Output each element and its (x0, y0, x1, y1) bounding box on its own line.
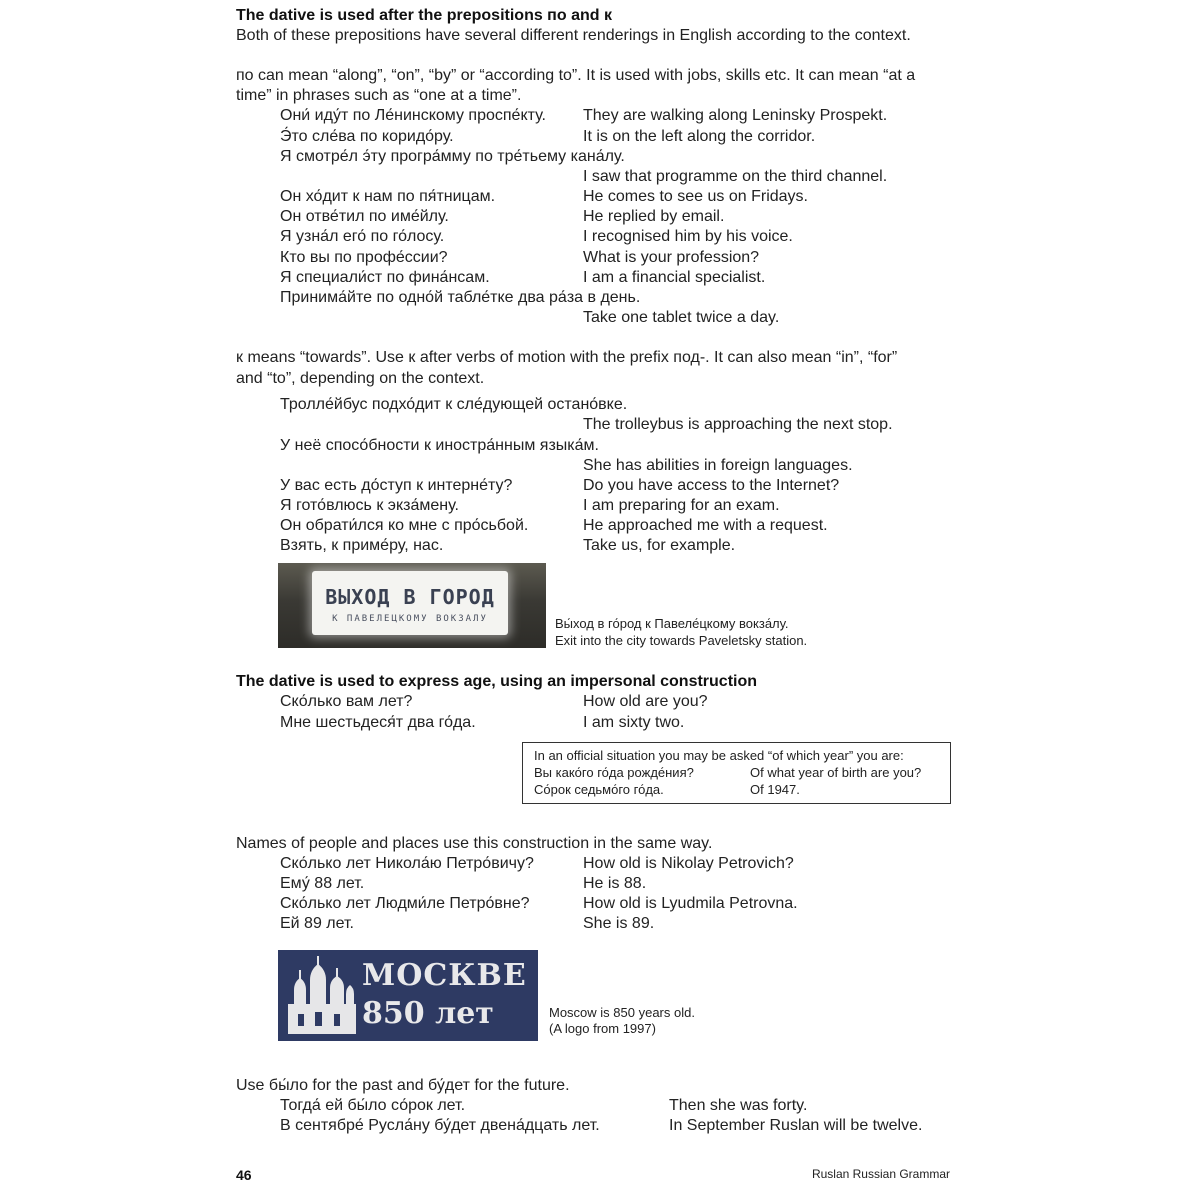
tense-example-ru: В сентябре́ Русла́ну бу́дет двена́дцать лет. (280, 1117, 600, 1134)
names-example-en: He is 88. (583, 875, 647, 892)
info-box-intro: In an official situation you may be asked “of which year” you are: (534, 748, 904, 763)
k-example-en: Do you have access to the Internet? (583, 477, 840, 494)
age-example-ru: Ско́лько вам лет? (280, 693, 413, 710)
sign-plate (312, 571, 508, 635)
sign-text-line-1: ВЫХОД В ГОРОД (325, 585, 495, 609)
k-example-en: The trolleybus is approaching the next stop. (583, 416, 893, 433)
k-note-line-2: and “to”, depending on the context. (236, 370, 485, 387)
sign-text-line-2: К ПАВЕЛЕЦКОМУ ВОКЗАЛУ (332, 614, 488, 624)
k-example-ru: Я гото́влюсь к экза́мену. (280, 497, 459, 514)
k-example-ru: Тролле́йбус подхо́дит к сле́дующей остано́вке. (280, 396, 628, 413)
po-example-en: What is your profession? (583, 249, 760, 266)
page-number: 46 (236, 1167, 252, 1183)
po-example-ru: Э́то сле́ва по коридо́ру. (280, 128, 454, 145)
po-example-ru: Я смотре́л э́ту програ́мму по тре́тьему кана́лу. (280, 148, 625, 165)
info-box-en: Of 1947. (750, 782, 800, 797)
age-example-en: I am sixty two. (583, 714, 685, 731)
po-example-ru: Я узна́л его́ по го́лосу. (280, 228, 445, 245)
info-box-en: Of what year of birth are you? (750, 765, 922, 780)
po-example-en: Take one tablet twice a day. (583, 309, 780, 326)
names-note: Names of people and places use this construction in the same way. (236, 835, 713, 852)
metro-exit-sign-photo (278, 563, 546, 648)
po-example-ru: Он отве́тил по име́йлу. (280, 208, 449, 225)
k-example-ru: Взять, к приме́ру, нас. (280, 537, 444, 554)
k-example-en: Take us, for example. (583, 537, 736, 554)
tense-note: Use бы́ло for the past and бу́дет for the future. (236, 1077, 570, 1094)
age-example-en: How old are you? (583, 693, 708, 710)
info-box-ru: Вы како́го го́да рожде́ния? (534, 765, 694, 780)
photo-caption-ru: Вы́ход в го́род к Павеле́цкому вокза́лу. (555, 616, 789, 631)
names-example-ru: Ско́лько лет Людми́ле Петро́вне? (280, 895, 530, 912)
k-example-en: He approached me with a request. (583, 517, 828, 534)
po-example-en: I am a financial specialist. (583, 269, 766, 286)
book-title: Ruslan Russian Grammar (811, 1167, 950, 1181)
names-example-ru: Ему́ 88 лет. (280, 875, 365, 892)
names-example-en: How old is Nikolay Petrovich? (583, 855, 794, 872)
po-example-ru: Кто вы по профе́ссии? (280, 249, 448, 266)
tense-example-ru: Тогда́ ей бы́ло со́рок лет. (280, 1097, 466, 1114)
k-example-ru: У вас есть до́ступ к интерне́ту? (280, 477, 513, 494)
k-example-ru: У неё спосо́бности к иностра́нным языка́м. (280, 437, 599, 454)
po-example-ru: Они́ иду́т по Ле́нинскому проспе́кту. (280, 107, 546, 124)
k-example-ru: Он обрати́лся ко мне с про́сьбой. (280, 517, 529, 534)
po-example-ru: Принима́йте по одно́й табле́тке два ра́за в день. (280, 289, 641, 306)
po-example-ru: Я специали́ст по фина́нсам. (280, 269, 490, 286)
names-example-en: How old is Lyudmila Petrovna. (583, 895, 798, 912)
po-example-en: It is on the left along the corridor. (583, 128, 816, 145)
section-heading-prepositions: The dative is used after the prepositions по and к (236, 7, 612, 24)
logo-caption-line-2: (A logo from 1997) (549, 1021, 656, 1036)
names-example-en: She is 89. (583, 915, 655, 932)
photo-caption-en: Exit into the city towards Paveletsky station. (555, 633, 808, 648)
section-heading-age: The dative is used to express age, using an impersonal construction (236, 673, 758, 690)
info-box (522, 742, 951, 804)
logo-text-line-1: МОСКВЕ (362, 958, 527, 993)
logo-caption-line-1: Moscow is 850 years old. (549, 1005, 695, 1020)
intro-text: Both of these prepositions have several different renderings in English according to the context. (236, 27, 911, 44)
k-example-en: She has abilities in foreign languages. (583, 457, 853, 474)
info-box-ru: Со́рок седьмо́го го́да. (534, 782, 664, 797)
po-note-line-2: time” in phrases such as “one at a time”. (236, 87, 522, 104)
tense-example-en: Then she was forty. (669, 1097, 808, 1114)
po-example-en: He replied by email. (583, 208, 725, 225)
moscow-850-logo (278, 950, 538, 1041)
logo-text-line-2: 850 лет (362, 996, 494, 1031)
k-example-en: I am preparing for an exam. (583, 497, 780, 514)
kremlin-church-icon (284, 956, 360, 1036)
tense-example-en: In September Ruslan will be twelve. (669, 1117, 923, 1134)
k-note-line-1: к means “towards”. Use к after verbs of motion with the prefix под-. It can also mean “in”, “for” (236, 349, 898, 366)
names-example-ru: Ско́лько лет Никола́ю Петро́вичу? (280, 855, 534, 872)
po-example-en: I recognised him by his voice. (583, 228, 793, 245)
po-example-en: He comes to see us on Fridays. (583, 188, 808, 205)
age-example-ru: Мне шестьдеся́т два го́да. (280, 714, 476, 731)
po-example-en: They are walking along Leninsky Prospekt. (583, 107, 888, 124)
po-note-line-1: по can mean “along”, “on”, “by” or “according to”. It is used with jobs, skills etc. It can mean “at a (236, 67, 916, 84)
po-example-ru: Он хо́дит к нам по пя́тницам. (280, 188, 496, 205)
po-example-en: I saw that programme on the third channel. (583, 168, 888, 185)
names-example-ru: Ей 89 лет. (280, 915, 354, 932)
